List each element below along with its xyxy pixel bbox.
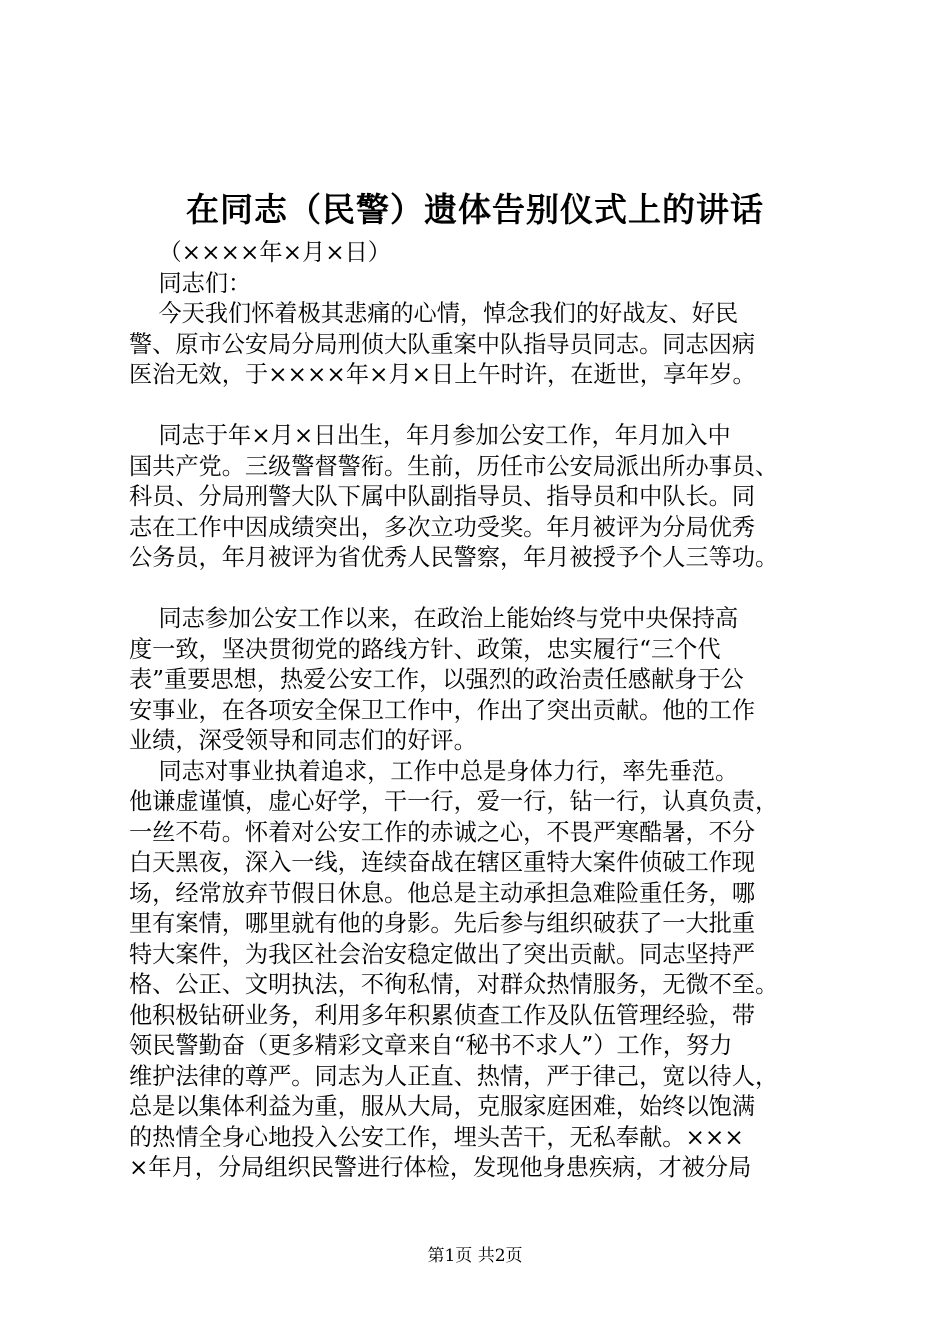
paragraph-4-line-6: 里有案情，哪里就有他的身影。先后参与组织破获了一大批重 bbox=[129, 910, 756, 937]
paragraph-4-line-8: 格、公正、文明执法，不徇私情，对群众热情服务，无微不至。 bbox=[129, 971, 779, 998]
paragraph-gap bbox=[129, 574, 829, 605]
date-line: （××××年×月×日） bbox=[158, 239, 391, 266]
paragraph-4-line-7: 特大案件，为我区社会治安稳定做出了突出贡献。同志坚持严 bbox=[129, 940, 756, 968]
paragraph-4-line-2: 他谦虚谨慎，虚心好学，干一行，爱一行，钻一行，认真负责， bbox=[129, 788, 779, 815]
paragraph-2-line-2: 国共产党。三级警督警衔。生前，历任市公安局派出所办事员、 bbox=[129, 452, 779, 480]
paragraph-4-line-4: 白天黑夜，深入一线，连续奋战在辖区重特大案件侦破工作现 bbox=[129, 849, 756, 876]
paragraph-2-line-5: 公务员，年月被评为省优秀人民警察，年月被授予个人三等功。 bbox=[129, 544, 779, 571]
document-body bbox=[129, 238, 829, 1184]
paragraph-4-line-13: 的热情全身心地投入公安工作，埋头苦干，无私奉献。××× bbox=[129, 1123, 744, 1151]
paragraph-1-line-1: 今天我们怀着极其悲痛的心情，悼念我们的好战友、好民 bbox=[158, 300, 739, 327]
paragraph-1-line-2: 警、原市公安局分局刑侦大队重案中队指导员同志。同志因病 bbox=[129, 330, 756, 358]
paragraph-1-line-3: 医治无效，于××××年×月×日上午时许，在逝世，享年岁。 bbox=[129, 361, 756, 388]
paragraph-4-line-3: 一丝不苟。怀着对公安工作的赤诚之心，不畏严寒酷暑，不分 bbox=[129, 818, 756, 846]
paragraph-2-line-3: 科员、分局刑警大队下属中队副指导员、指导员和中队长。同 bbox=[129, 483, 756, 510]
paragraph-4-line-9: 他积极钻研业务，利用多年积累侦查工作及队伍管理经验，带 bbox=[129, 1001, 756, 1029]
paragraph-3-line-5: 业绩，深受领导和同志们的好评。 bbox=[129, 727, 477, 754]
paragraph-2-line-4: 志在工作中因成绩突出，多次立功受奖。年月被评为分局优秀 bbox=[129, 513, 756, 541]
paragraph-3-line-3: 表”重要思想，热爱公安工作，以强烈的政治责任感献身于公 bbox=[129, 666, 744, 693]
paragraph-4-line-1: 同志对事业执着追求，工作中总是身体力行，率先垂范。 bbox=[158, 757, 739, 785]
salutation: 同志们： bbox=[158, 269, 252, 297]
paragraph-3-line-2: 度一致，坚决贯彻党的路线方针、政策，忠实履行“三个代 bbox=[129, 635, 721, 663]
paragraph-4-line-12: 总是以集体利益为重，服从大局，克服家庭困难，始终以饱满 bbox=[129, 1093, 756, 1120]
paragraph-4-line-11: 维护法律的尊严。同志为人正直、热情，严于律己，宽以待人， bbox=[129, 1062, 779, 1090]
page-footer bbox=[0, 1244, 950, 1268]
document-title: 在同志（民警）遗体告别仪式上的讲话 bbox=[186, 190, 764, 229]
page-number: 第1页 共2页 bbox=[427, 1246, 523, 1266]
paragraph-3-line-4: 安事业，在各项安全保卫工作中，作出了突出贡献。他的工作 bbox=[129, 696, 756, 724]
paragraph-4-line-14: ×年月，分局组织民警进行体检，发现他身患疾病，才被分局 bbox=[129, 1154, 752, 1181]
paragraph-4-line-5: 场，经常放弃节假日休息。他总是主动承担急难险重任务，哪 bbox=[129, 879, 756, 907]
paragraph-3-line-1: 同志参加公安工作以来，在政治上能始终与党中央保持高 bbox=[158, 605, 739, 632]
paragraph-4-line-10: 领民警勤奋（更多精彩文章来自“秘书不求人”）工作，努力 bbox=[129, 1032, 733, 1059]
paragraph-2-line-1: 同志于年×月×日出生，年月参加公安工作，年月加入中 bbox=[158, 422, 731, 449]
paragraph-gap bbox=[129, 391, 829, 422]
